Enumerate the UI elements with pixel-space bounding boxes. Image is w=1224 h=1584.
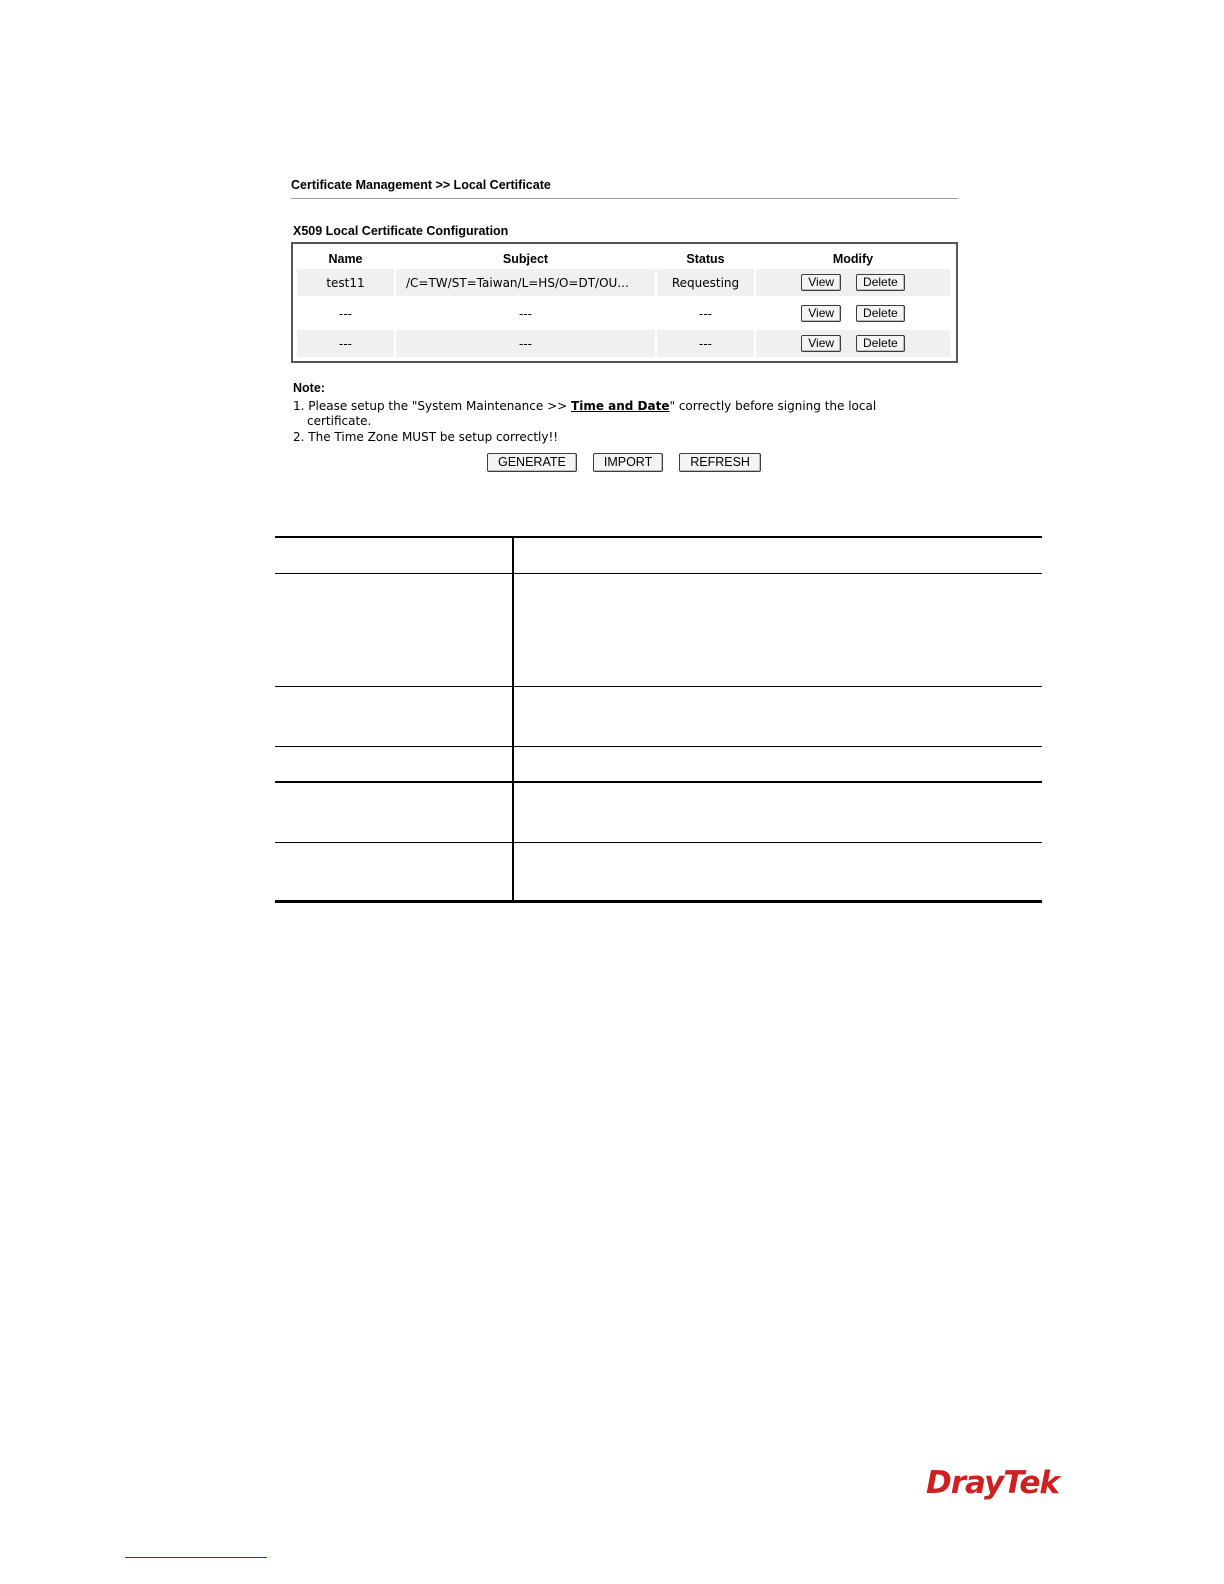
note-label: Note: — [293, 381, 325, 395]
action-bar — [487, 453, 761, 472]
header-subject: Subject — [502, 251, 549, 266]
section-title: X509 Local Certificate Configuration — [293, 224, 509, 238]
row-divider — [275, 781, 1042, 783]
footer-rule — [125, 1557, 267, 1558]
table-row — [297, 300, 950, 327]
cert-status: Requesting — [657, 269, 754, 296]
table-row — [297, 269, 950, 296]
certificate-table — [291, 242, 958, 363]
table-header-row — [297, 245, 950, 272]
modify-cell — [756, 330, 950, 357]
cert-name: --- — [297, 300, 394, 327]
cert-subject: /C=TW/ST=Taiwan/L=HS/O=DT/OU... — [396, 269, 655, 296]
cert-subject: --- — [396, 300, 655, 327]
row-divider — [275, 842, 1042, 843]
row-divider — [275, 573, 1042, 574]
note-block — [293, 381, 933, 445]
note-item-1-prefix: 1. Please setup the "System Maintenance >> — [293, 398, 572, 413]
header-status: Status — [686, 251, 725, 266]
view-button[interactable]: View — [801, 305, 841, 322]
column-divider — [512, 538, 514, 900]
cert-name: test11 — [297, 269, 394, 296]
view-button[interactable]: View — [801, 335, 841, 352]
import-button[interactable]: IMPORT — [593, 453, 663, 472]
time-and-date-link[interactable]: Time and Date — [571, 398, 670, 413]
note-item-1-suffix: " correctly before signing the local certificate. — [307, 398, 877, 428]
delete-button[interactable]: Delete — [856, 335, 905, 352]
cert-subject: --- — [396, 330, 655, 357]
modify-cell — [756, 300, 950, 327]
row-divider — [275, 686, 1042, 687]
delete-button[interactable]: Delete — [856, 274, 905, 291]
row-divider — [275, 746, 1042, 747]
refresh-button[interactable]: REFRESH — [679, 453, 761, 472]
draytek-logo: DrayTek — [926, 1465, 1059, 1501]
cert-name: --- — [297, 330, 394, 357]
delete-button[interactable]: Delete — [856, 305, 905, 322]
cert-status: --- — [657, 300, 754, 327]
view-button[interactable]: View — [801, 274, 841, 291]
header-name: Name — [328, 251, 363, 266]
cert-status: --- — [657, 330, 754, 357]
header-modify: Modify — [832, 251, 874, 266]
breadcrumb: Certificate Management >> Local Certificate — [291, 178, 958, 199]
note-item-1 — [293, 399, 933, 430]
generate-button[interactable]: GENERATE — [487, 453, 577, 472]
modify-cell — [756, 269, 950, 296]
table-row — [297, 330, 950, 357]
description-table — [275, 536, 1042, 903]
note-item-2: 2. The Time Zone MUST be setup correctly!! — [293, 429, 559, 444]
